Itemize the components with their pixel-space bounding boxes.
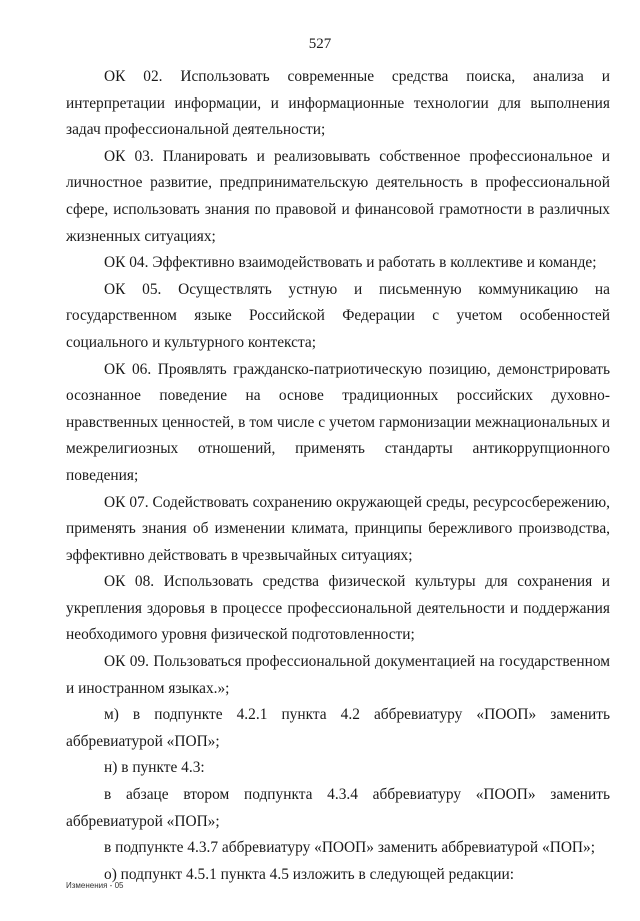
page-number: 527 xyxy=(308,36,332,52)
paragraph-item-o: о) подпункт 4.5.1 пункта 4.5 изложить в следующей редакции: xyxy=(104,865,515,883)
paragraph-item-m: м) в подпункте 4.2.1 пункта 4.2 аббревиатуру «ПООП» заменить аббревиатурой «ПОП»; xyxy=(66,706,610,750)
paragraph-ok-06: ОК 06. Проявлять гражданско-патриотическую позицию, демонстрировать осознанное поведение на основе традиционных российских духовно-нравственных ценностей, в том числе с учетом гармонизации межнациональных и межрелигиозных отношений, применять стандарты антикоррупционного поведения; xyxy=(66,360,610,484)
paragraph-ok-05: ОК 05. Осуществлять устную и письменную коммуникацию на государственном языке Российской Федерации с учетом особенностей социального и культурного контекста; xyxy=(66,280,610,351)
paragraph-ok-07: ОК 07. Содействовать сохранению окружающей среды, ресурсосбережению, применять знания об изменении климата, принципы бережливого производства, эффективно действовать в чрезвычайных ситуациях; xyxy=(66,493,610,564)
footer-revision-note: Изменения - 05 xyxy=(66,881,124,890)
paragraph-ok-08: ОК 08. Использовать средства физической культуры для сохранения и укрепления здоровья в процессе профессиональной деятельности и поддержания необходимого уровня физической подготовленности; xyxy=(66,573,610,644)
paragraph-ok-02: ОК 02. Использовать современные средства поиска, анализа и интерпретации информации, и информационные технологии для выполнения задач профессиональной деятельности; xyxy=(66,68,610,139)
paragraph-item-n-4-3-4: в абзаце втором подпункта 4.3.4 аббревиатуру «ПООП» заменить аббревиатурой «ПОП»; xyxy=(66,786,610,830)
paragraph-item-n: н) в пункте 4.3: xyxy=(104,759,205,777)
paragraph-ok-04: ОК 04. Эффективно взаимодействовать и работать в коллективе и команде; xyxy=(104,254,597,272)
paragraph-ok-09: ОК 09. Пользоваться профессиональной документацией на государственном и иностранном языках.»; xyxy=(66,653,610,697)
document-body xyxy=(66,64,610,888)
paragraph-ok-03: ОК 03. Планировать и реализовывать собственное профессиональное и личностное развитие, предпринимательскую деятельность в профессиональной сфере, использовать знания по правовой и финансовой грамотности в различных жизненных ситуациях; xyxy=(66,147,610,245)
paragraph-item-n-4-3-7: в подпункте 4.3.7 аббревиатуру «ПООП» заменить аббревиатурой «ПОП»; xyxy=(104,839,596,857)
